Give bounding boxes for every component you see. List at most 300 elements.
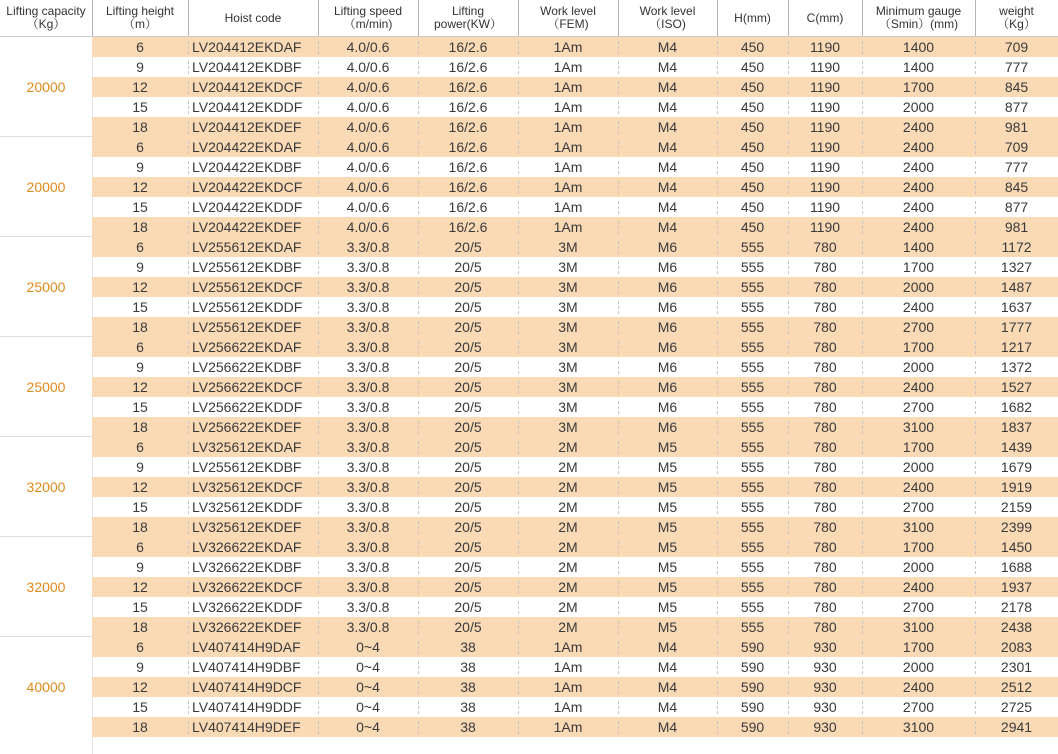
weight-cell: 981 [1004, 219, 1029, 235]
lifting-speed-cell: 3.3/0.8 [346, 459, 390, 475]
cell-divider [518, 281, 519, 294]
minimum-gauge-cell: 2400 [902, 179, 935, 195]
work-level-fem-cell: 2M [558, 479, 578, 495]
cell-divider [788, 341, 789, 354]
lifting-power-cell: 38 [460, 679, 476, 695]
hoist-code-cell: LV326622EKDDF [192, 599, 303, 615]
lifting-height-cell: 6 [136, 539, 144, 555]
hoist-code-cell: LV204412EKDDF [192, 99, 303, 115]
lifting-speed-cell: 3.3/0.8 [346, 499, 390, 515]
cell-divider [717, 181, 718, 194]
cell-divider [862, 681, 863, 694]
cell-divider [975, 501, 976, 514]
cell-divider [518, 621, 519, 634]
h-mm-cell: 590 [740, 699, 765, 715]
table-row [92, 617, 1058, 637]
cell-divider [188, 501, 189, 514]
lifting-power-cell: 20/5 [454, 559, 482, 575]
work-level-iso-cell: M4 [657, 639, 678, 655]
cell-divider [418, 81, 419, 94]
cell-divider [862, 401, 863, 414]
work-level-fem-cell: 3M [558, 299, 578, 315]
cell-divider [618, 561, 619, 574]
cell-divider [862, 641, 863, 654]
work-level-fem-cell: 2M [558, 539, 578, 555]
cell-divider [518, 101, 519, 114]
work-level-fem-cell: 2M [558, 499, 578, 515]
h-mm-cell: 450 [740, 119, 765, 135]
lifting-power-cell: 38 [460, 699, 476, 715]
lifting-speed-cell: 3.3/0.8 [346, 619, 390, 635]
lifting-speed-cell: 0~4 [356, 679, 380, 695]
work-level-fem-cell: 2M [558, 459, 578, 475]
cell-divider [418, 561, 419, 574]
lifting-height-cell: 15 [132, 399, 148, 415]
minimum-gauge-cell: 2400 [902, 379, 935, 395]
cell-divider [788, 121, 789, 134]
cell-divider [618, 321, 619, 334]
work-level-fem-cell: 2M [558, 559, 578, 575]
header-divider [788, 0, 789, 36]
work-level-fem-cell: 1Am [553, 219, 583, 235]
cell-divider [518, 481, 519, 494]
weight-cell: 981 [1004, 119, 1029, 135]
lifting-power-cell: 20/5 [454, 539, 482, 555]
cell-divider [518, 301, 519, 314]
c-mm-cell: 780 [813, 379, 837, 395]
h-mm-cell: 590 [740, 679, 765, 695]
header-divider [518, 0, 519, 36]
cell-divider [188, 701, 189, 714]
work-level-fem-cell: 1Am [553, 679, 583, 695]
weight-cell: 2512 [1000, 679, 1033, 695]
cell-divider [188, 221, 189, 234]
cell-divider [318, 401, 319, 414]
table-row [92, 577, 1058, 597]
work-level-iso-cell: M4 [657, 679, 678, 695]
cell-divider [318, 541, 319, 554]
weight-cell: 1679 [1000, 459, 1033, 475]
weight-cell: 1937 [1000, 579, 1033, 595]
cell-divider [975, 621, 976, 634]
cell-divider [188, 441, 189, 454]
hoist-code-cell: LV204422EKDBF [192, 159, 302, 175]
c-mm-cell: 1190 [809, 39, 841, 55]
cell-divider [618, 601, 619, 614]
minimum-gauge-cell: 1700 [902, 539, 935, 555]
cell-divider [717, 261, 718, 274]
cell-divider [788, 81, 789, 94]
weight-cell: 1487 [1000, 279, 1033, 295]
cell-divider [318, 381, 319, 394]
cell-divider [618, 361, 619, 374]
cell-divider [975, 221, 976, 234]
minimum-gauge-cell: 1700 [902, 439, 935, 455]
h-mm-cell: 555 [740, 239, 765, 255]
cell-divider [975, 141, 976, 154]
lifting-speed-cell: 0~4 [356, 659, 380, 675]
h-mm-cell: 555 [740, 559, 765, 575]
cell-divider [188, 421, 189, 434]
lifting-height-cell: 15 [132, 299, 148, 315]
lifting-power-cell: 20/5 [454, 299, 482, 315]
header-hoist-code: Hoist code [224, 10, 282, 25]
lifting-height-cell: 6 [136, 39, 144, 55]
lifting-height-cell: 18 [132, 319, 148, 335]
weight-cell: 2178 [1000, 599, 1033, 615]
work-level-iso-cell: M4 [657, 219, 678, 235]
h-mm-cell: 450 [740, 139, 765, 155]
cell-divider [418, 61, 419, 74]
cell-divider [618, 721, 619, 734]
work-level-iso-cell: M5 [657, 619, 678, 635]
cell-divider [618, 661, 619, 674]
cell-divider [618, 61, 619, 74]
c-mm-cell: 1190 [809, 139, 841, 155]
work-level-iso-cell: M5 [657, 539, 678, 555]
header-c-mm: C(mm) [806, 10, 844, 25]
lifting-height-cell: 12 [132, 379, 148, 395]
lifting-power-cell: 16/2.6 [448, 119, 488, 135]
work-level-iso-cell: M4 [657, 39, 678, 55]
weight-cell: 2399 [1000, 519, 1033, 535]
cell-divider [717, 41, 718, 54]
cell-divider [188, 381, 189, 394]
c-mm-cell: 930 [813, 659, 837, 675]
lifting-power-cell: 16/2.6 [448, 79, 488, 95]
work-level-fem-cell: 2M [558, 439, 578, 455]
header-divider [975, 0, 976, 36]
cell-divider [788, 421, 789, 434]
hoist-code-cell: LV325612EKDDF [192, 499, 303, 515]
weight-cell: 2159 [1000, 499, 1033, 515]
cell-divider [862, 201, 863, 214]
table-row [92, 297, 1058, 317]
work-level-fem-cell: 3M [558, 419, 578, 435]
lifting-speed-cell: 4.0/0.6 [346, 199, 390, 215]
cell-divider [418, 281, 419, 294]
c-mm-cell: 780 [813, 459, 837, 475]
cell-divider [717, 361, 718, 374]
lifting-height-cell: 12 [132, 679, 148, 695]
hoist-code-cell: LV204422EKDAF [192, 139, 302, 155]
table-row [92, 317, 1058, 337]
hoist-code-cell: LV204412EKDEF [192, 119, 302, 135]
lifting-power-cell: 20/5 [454, 519, 482, 535]
cell-divider [717, 521, 718, 534]
table-row [92, 237, 1058, 257]
lifting-height-cell: 18 [132, 619, 148, 635]
cell-divider [788, 501, 789, 514]
cell-divider [418, 321, 419, 334]
lifting-speed-cell: 3.3/0.8 [346, 479, 390, 495]
work-level-fem-cell: 3M [558, 239, 578, 255]
table-row [92, 717, 1058, 737]
lifting-power-cell: 38 [460, 659, 476, 675]
cell-divider [717, 541, 718, 554]
hoist-code-cell: LV326622EKDEF [192, 619, 302, 635]
cell-divider [418, 521, 419, 534]
cell-divider [788, 221, 789, 234]
weight-cell: 1688 [1000, 559, 1033, 575]
h-mm-cell: 555 [740, 599, 765, 615]
cell-divider [318, 341, 319, 354]
cell-divider [788, 581, 789, 594]
cell-divider [717, 721, 718, 734]
cell-divider [418, 341, 419, 354]
cell-divider [862, 601, 863, 614]
lifting-height-cell: 18 [132, 219, 148, 235]
h-mm-cell: 555 [740, 419, 765, 435]
cell-divider [975, 641, 976, 654]
cell-divider [862, 221, 863, 234]
c-mm-cell: 780 [813, 279, 837, 295]
header-divider [717, 0, 718, 36]
cell-divider [418, 381, 419, 394]
minimum-gauge-cell: 2700 [902, 499, 935, 515]
cell-divider [862, 541, 863, 554]
cell-divider [618, 521, 619, 534]
lifting-power-cell: 20/5 [454, 599, 482, 615]
h-mm-cell: 555 [740, 439, 765, 455]
cell-divider [717, 481, 718, 494]
table-row [92, 277, 1058, 297]
hoist-code-cell: LV407414H9DDF [192, 699, 302, 715]
cell-divider [717, 301, 718, 314]
cell-divider [862, 41, 863, 54]
lifting-power-cell: 20/5 [454, 339, 482, 355]
cell-divider [788, 381, 789, 394]
cell-divider [788, 261, 789, 274]
lifting-speed-cell: 3.3/0.8 [346, 339, 390, 355]
table-row [92, 117, 1058, 137]
lifting-power-cell: 20/5 [454, 459, 482, 475]
h-mm-cell: 555 [740, 359, 765, 375]
hoist-code-cell: LV325612EKDCF [192, 479, 303, 495]
cell-divider [788, 141, 789, 154]
cell-divider [418, 501, 419, 514]
minimum-gauge-cell: 2000 [902, 659, 935, 675]
cell-divider [788, 61, 789, 74]
lifting-power-cell: 20/5 [454, 419, 482, 435]
cell-divider [717, 661, 718, 674]
work-level-fem-cell: 1Am [553, 719, 583, 735]
work-level-fem-cell: 2M [558, 599, 578, 615]
c-mm-cell: 780 [813, 359, 837, 375]
cell-divider [518, 641, 519, 654]
cell-divider [518, 701, 519, 714]
cell-divider [618, 341, 619, 354]
cell-divider [418, 241, 419, 254]
cell-divider [418, 261, 419, 274]
h-mm-cell: 555 [740, 459, 765, 475]
cell-divider [618, 681, 619, 694]
lifting-speed-cell: 3.3/0.8 [346, 419, 390, 435]
cell-divider [518, 461, 519, 474]
lifting-height-cell: 15 [132, 199, 148, 215]
cell-divider [618, 121, 619, 134]
cell-divider [717, 241, 718, 254]
cell-divider [318, 81, 319, 94]
header-lifting-speed: Lifting speed （m/min) [333, 4, 403, 31]
cell-divider [618, 101, 619, 114]
cell-divider [188, 61, 189, 74]
c-mm-cell: 780 [813, 519, 837, 535]
table-row [92, 417, 1058, 437]
weight-cell: 845 [1004, 79, 1029, 95]
hoist-code-cell: LV255612EKDAF [192, 239, 302, 255]
lifting-speed-cell: 4.0/0.6 [346, 219, 390, 235]
cell-divider [318, 321, 319, 334]
cell-divider [418, 121, 419, 134]
weight-cell: 777 [1004, 159, 1029, 175]
work-level-iso-cell: M6 [657, 339, 678, 355]
cell-divider [788, 721, 789, 734]
lifting-power-cell: 20/5 [454, 399, 482, 415]
minimum-gauge-cell: 3100 [902, 419, 935, 435]
cell-divider [318, 441, 319, 454]
cell-divider [862, 321, 863, 334]
lifting-speed-cell: 4.0/0.6 [346, 139, 390, 155]
cell-divider [788, 201, 789, 214]
lifting-height-cell: 12 [132, 79, 148, 95]
work-level-fem-cell: 1Am [553, 639, 583, 655]
cell-divider [717, 141, 718, 154]
cell-divider [975, 261, 976, 274]
cell-divider [518, 141, 519, 154]
header-weight: weight （Kg） [997, 4, 1036, 31]
cell-divider [618, 181, 619, 194]
cell-divider [975, 721, 976, 734]
cell-divider [418, 401, 419, 414]
hoist-code-cell: LV255612EKDCF [192, 279, 303, 295]
work-level-iso-cell: M4 [657, 699, 678, 715]
cell-divider [188, 481, 189, 494]
hoist-code-cell: LV256622EKDAF [192, 339, 302, 355]
weight-cell: 1527 [1000, 379, 1033, 395]
lifting-height-cell: 9 [136, 259, 144, 275]
table-row [92, 497, 1058, 517]
weight-cell: 1372 [1000, 359, 1033, 375]
c-mm-cell: 1190 [809, 159, 841, 175]
cell-divider [788, 441, 789, 454]
c-mm-cell: 780 [813, 439, 837, 455]
work-level-fem-cell: 1Am [553, 79, 583, 95]
cell-divider [788, 181, 789, 194]
lifting-power-cell: 38 [460, 639, 476, 655]
lifting-power-cell: 20/5 [454, 439, 482, 455]
cell-divider [717, 341, 718, 354]
cell-divider [788, 561, 789, 574]
cell-divider [618, 141, 619, 154]
cell-divider [518, 201, 519, 214]
work-level-fem-cell: 1Am [553, 699, 583, 715]
cell-divider [418, 361, 419, 374]
cell-divider [518, 721, 519, 734]
hoist-code-cell: LV255612EKDDF [192, 299, 303, 315]
lifting-speed-cell: 3.3/0.8 [346, 519, 390, 535]
cell-divider [862, 421, 863, 434]
lifting-speed-cell: 4.0/0.6 [346, 39, 390, 55]
lifting-height-cell: 18 [132, 519, 148, 535]
table-row [92, 177, 1058, 197]
table-row [92, 477, 1058, 497]
cell-divider [518, 581, 519, 594]
lifting-power-cell: 20/5 [454, 319, 482, 335]
cell-divider [418, 621, 419, 634]
work-level-iso-cell: M5 [657, 579, 678, 595]
cell-divider [717, 381, 718, 394]
minimum-gauge-cell: 1700 [902, 639, 935, 655]
cell-divider [418, 681, 419, 694]
lifting-height-cell: 12 [132, 579, 148, 595]
capacity-group-divider [0, 336, 92, 337]
cell-divider [717, 701, 718, 714]
c-mm-cell: 930 [813, 639, 837, 655]
c-mm-cell: 780 [813, 419, 837, 435]
cell-divider [618, 41, 619, 54]
table-row [92, 677, 1058, 697]
work-level-fem-cell: 1Am [553, 59, 583, 75]
cell-divider [318, 521, 319, 534]
table-row [92, 137, 1058, 157]
cell-divider [862, 661, 863, 674]
lifting-power-cell: 16/2.6 [448, 199, 488, 215]
h-mm-cell: 450 [740, 99, 765, 115]
h-mm-cell: 555 [740, 499, 765, 515]
cell-divider [318, 701, 319, 714]
table-row [92, 257, 1058, 277]
cell-divider [717, 501, 718, 514]
cell-divider [862, 721, 863, 734]
cell-divider [518, 41, 519, 54]
minimum-gauge-cell: 2000 [902, 459, 935, 475]
cell-divider [188, 41, 189, 54]
minimum-gauge-cell: 2000 [902, 279, 935, 295]
lifting-power-cell: 20/5 [454, 499, 482, 515]
h-mm-cell: 450 [740, 199, 765, 215]
lifting-power-cell: 16/2.6 [448, 159, 488, 175]
cell-divider [518, 241, 519, 254]
minimum-gauge-cell: 2400 [902, 199, 935, 215]
h-mm-cell: 555 [740, 619, 765, 635]
header-divider [188, 0, 189, 36]
cell-divider [975, 101, 976, 114]
work-level-fem-cell: 2M [558, 579, 578, 595]
c-mm-cell: 1190 [809, 199, 841, 215]
cell-divider [717, 321, 718, 334]
cell-divider [862, 181, 863, 194]
weight-cell: 845 [1004, 179, 1029, 195]
lifting-speed-cell: 4.0/0.6 [346, 119, 390, 135]
hoist-code-cell: LV204412EKDCF [192, 79, 303, 95]
lifting-speed-cell: 4.0/0.6 [346, 99, 390, 115]
c-mm-cell: 780 [813, 579, 837, 595]
weight-cell: 2083 [1000, 639, 1033, 655]
minimum-gauge-cell: 2400 [902, 139, 935, 155]
cell-divider [975, 241, 976, 254]
cell-divider [518, 321, 519, 334]
cell-divider [975, 161, 976, 174]
cell-divider [862, 361, 863, 374]
work-level-iso-cell: M6 [657, 319, 678, 335]
lifting-height-cell: 18 [132, 719, 148, 735]
minimum-gauge-cell: 1400 [902, 59, 935, 75]
cell-divider [418, 101, 419, 114]
h-mm-cell: 450 [740, 39, 765, 55]
cell-divider [188, 721, 189, 734]
lifting-height-cell: 18 [132, 419, 148, 435]
